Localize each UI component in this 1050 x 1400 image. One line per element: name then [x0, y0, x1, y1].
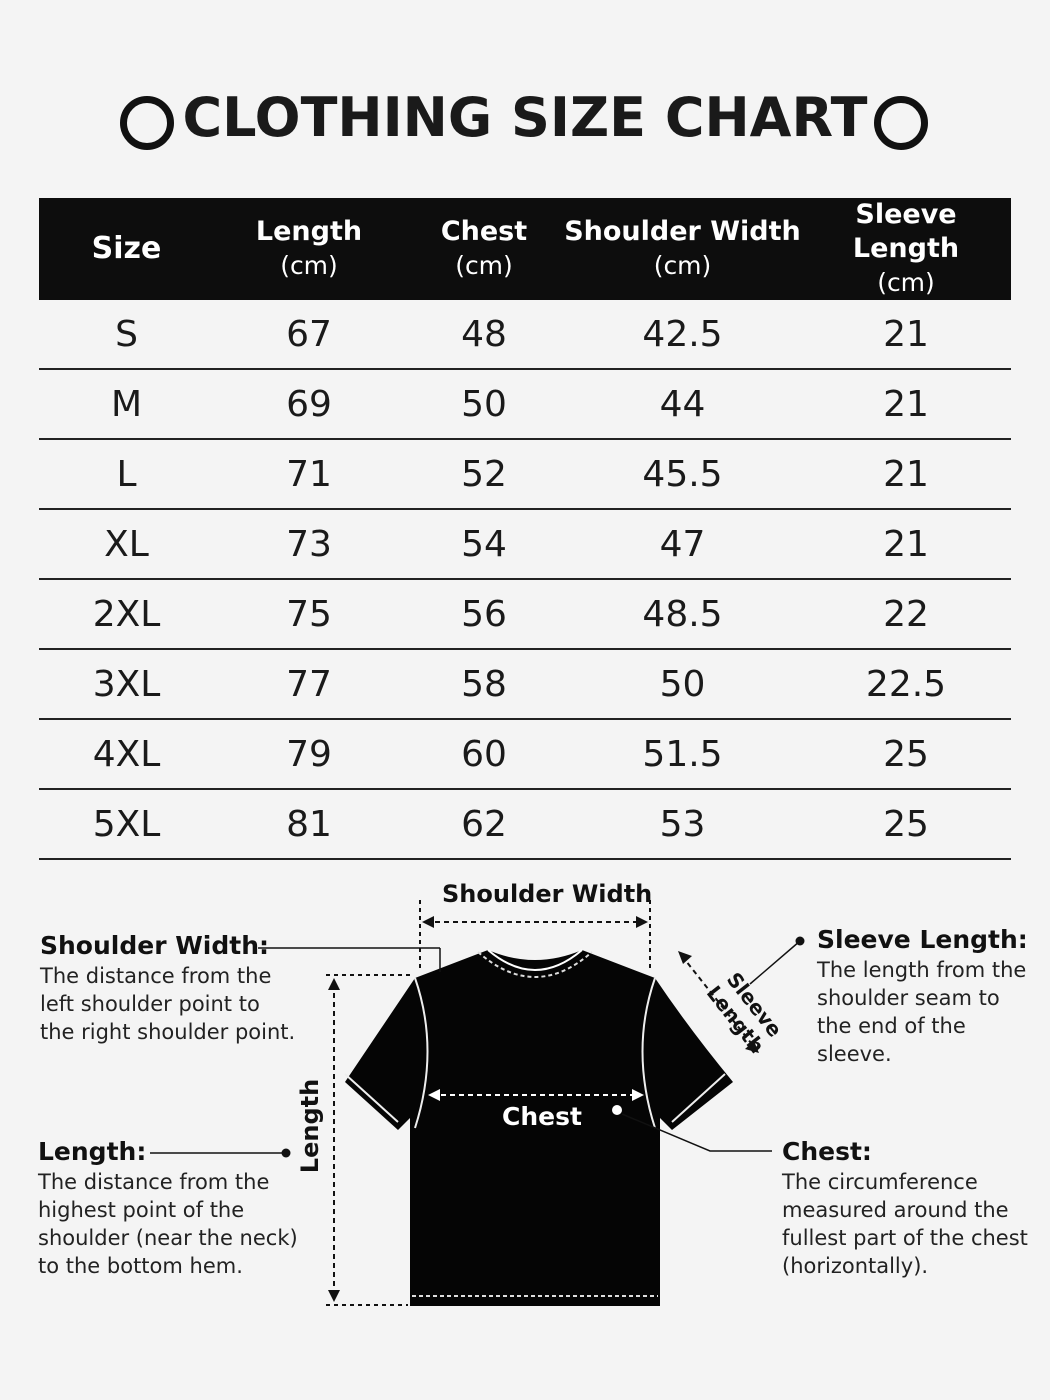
note-heading: Sleeve Length:: [817, 925, 1028, 954]
note-sleeve-length: [817, 924, 1037, 1068]
size-cell: 4XL: [39, 719, 214, 789]
measurement-cell: 22: [801, 579, 1011, 649]
measurement-cell: 48.5: [564, 579, 801, 649]
header-unit: (cm): [653, 251, 712, 280]
note-body: The distance from the highest point of the shoulder (near the neck) to the bottom hem.: [38, 1170, 298, 1278]
leader-sleeve: [750, 941, 800, 984]
measurement-cell: 47: [564, 509, 801, 579]
measurement-cell: 69: [214, 369, 404, 439]
table-row: [39, 789, 1011, 859]
table-row: [39, 509, 1011, 579]
measurement-cell: 25: [801, 719, 1011, 789]
measurement-cell: 75: [214, 579, 404, 649]
measurement-cell: 45.5: [564, 439, 801, 509]
table-row: [39, 300, 1011, 369]
length-label: Length: [296, 1078, 324, 1174]
note-heading: Length:: [38, 1137, 147, 1166]
arrowhead: [328, 1290, 340, 1302]
circle-icon: [874, 96, 928, 150]
arrowhead: [636, 916, 648, 928]
measurement-cell: 77: [214, 649, 404, 719]
arrowhead: [422, 916, 434, 928]
size-cell: L: [39, 439, 214, 509]
circle-icon: [120, 96, 174, 150]
header-length: [214, 198, 404, 300]
header-sleeve-length: [801, 198, 1011, 300]
measurement-cell: 81: [214, 789, 404, 859]
note-body: The circumference measured around the fullest part of the chest (horizontally).: [782, 1170, 1028, 1278]
measurement-cell: 50: [404, 369, 564, 439]
size-cell: M: [39, 369, 214, 439]
header-label: Sleeve Length: [852, 199, 960, 264]
measurement-cell: 21: [801, 439, 1011, 509]
header-size: [39, 198, 214, 300]
table-row: [39, 719, 1011, 789]
measurement-cell: 79: [214, 719, 404, 789]
shoulder-width-label: Shoulder Width: [442, 880, 653, 908]
chest-label: Chest: [502, 1102, 582, 1131]
table-row: [39, 439, 1011, 509]
size-cell: 3XL: [39, 649, 214, 719]
table-row: [39, 369, 1011, 439]
measurement-cell: 44: [564, 369, 801, 439]
measurement-cell: 71: [214, 439, 404, 509]
note-heading: Chest:: [782, 1137, 872, 1166]
measurement-cell: 50: [564, 649, 801, 719]
note-shoulder-width: [40, 930, 300, 1046]
size-cell: 2XL: [39, 579, 214, 649]
table-row: [39, 649, 1011, 719]
header-label: Size: [91, 231, 162, 266]
sleeve-length-label: Sleeve Length: [701, 967, 787, 1058]
measurement-cell: 54: [404, 509, 564, 579]
measurement-cell: 22.5: [801, 649, 1011, 719]
header-chest: [404, 198, 564, 300]
note-heading: Shoulder Width:: [40, 931, 270, 960]
page-title: CLOTHING SIZE CHART: [182, 86, 868, 149]
measurement-cell: 25: [801, 789, 1011, 859]
table-header-row: [39, 198, 1011, 300]
size-cell: S: [39, 300, 214, 369]
note-body: The length from the shoulder seam to the end of the sleeve.: [817, 958, 1027, 1066]
header-unit: (cm): [280, 251, 338, 280]
header-label: Shoulder Width: [564, 216, 801, 247]
chest-dot: [612, 1105, 622, 1115]
size-cell: XL: [39, 509, 214, 579]
measurement-cell: 21: [801, 300, 1011, 369]
title-row: [0, 78, 1050, 168]
measurement-cell: 52: [404, 439, 564, 509]
table-body: [39, 300, 1011, 859]
measurement-cell: 58: [404, 649, 564, 719]
table-row: [39, 579, 1011, 649]
header-unit: (cm): [455, 251, 513, 280]
measurement-diagram: [0, 860, 1050, 1400]
measurement-cell: 48: [404, 300, 564, 369]
size-cell: 5XL: [39, 789, 214, 859]
measurement-cell: 73: [214, 509, 404, 579]
header-unit: (cm): [877, 268, 935, 297]
note-length: [38, 1136, 298, 1280]
arrowhead: [328, 978, 340, 990]
measurement-cell: 21: [801, 509, 1011, 579]
note-body: The distance from the left shoulder point to the right shoulder point.: [40, 964, 296, 1044]
measurement-cell: 62: [404, 789, 564, 859]
header-label: Length: [255, 216, 363, 247]
size-table: [39, 198, 1011, 860]
measurement-cell: 21: [801, 369, 1011, 439]
header-shoulder-width: [564, 198, 801, 300]
measurement-cell: 67: [214, 300, 404, 369]
header-label: Chest: [440, 216, 528, 247]
measurement-cell: 42.5: [564, 300, 801, 369]
measurement-cell: 53: [564, 789, 801, 859]
measurement-cell: 56: [404, 579, 564, 649]
note-chest: [782, 1136, 1044, 1280]
measurement-cell: 60: [404, 719, 564, 789]
leader-dot: [796, 937, 805, 946]
measurement-cell: 51.5: [564, 719, 801, 789]
